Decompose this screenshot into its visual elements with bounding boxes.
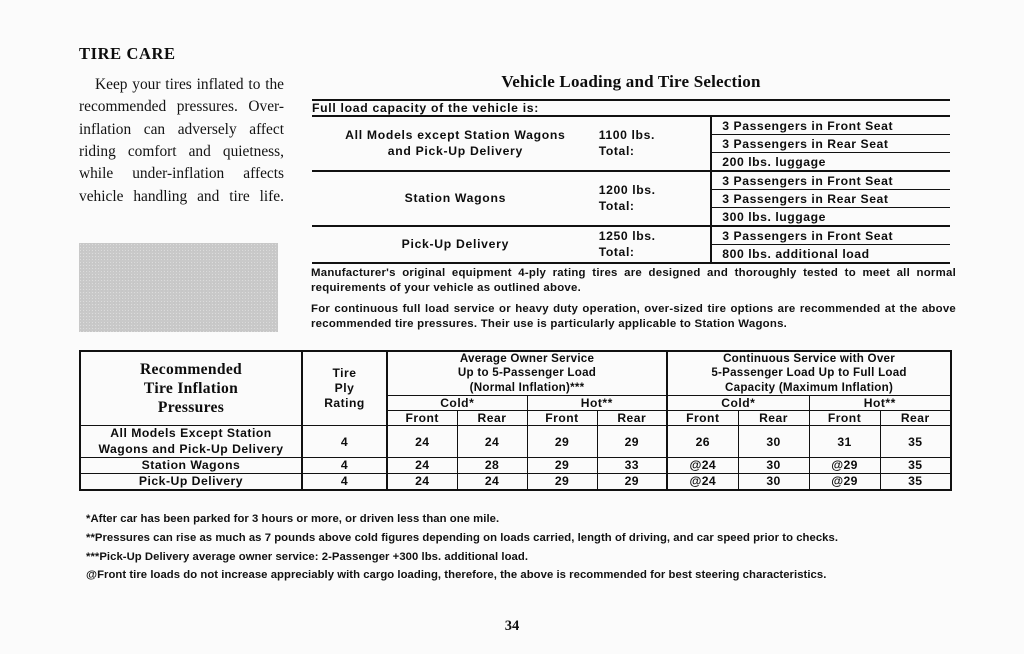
pressure-value: 30 — [738, 457, 809, 473]
pressure-value: 35 — [880, 473, 951, 490]
list-item: 3 Passengers in Rear Seat — [712, 134, 950, 152]
note-paragraph: Manufacturer's original equipment 4-ply rating tires are designed and thoroughly tested to meet all normal requirements of your vehicle as outlined above. — [311, 267, 956, 295]
pressure-value: 24 — [387, 473, 457, 490]
temp-header-hot-average: Hot** — [527, 396, 667, 411]
weight-cell — [599, 116, 712, 171]
row-label-cell — [80, 457, 302, 473]
list-item: 300 lbs. luggage — [712, 207, 950, 225]
row-label-line-2: Wagons and Pick-Up Delivery — [98, 441, 284, 456]
pressure-value: 33 — [597, 457, 667, 473]
weight-cell — [599, 226, 712, 263]
occupancy-spec-cell — [711, 116, 950, 171]
weight-value: 1100 lbs. — [598, 127, 655, 142]
ply-rating-header-cell — [302, 351, 387, 426]
pressure-value: @24 — [667, 457, 738, 473]
pressure-value: 29 — [597, 426, 667, 457]
capacity-header-row — [312, 100, 950, 116]
corner-title-line-3: Pressures — [157, 399, 225, 417]
total-label: Total: — [598, 244, 635, 259]
axle-header-front: Front — [527, 411, 597, 426]
group-header-continuous-service — [667, 351, 951, 396]
list-item: 800 lbs. additional load — [712, 244, 950, 262]
ply-line-3: Rating — [324, 396, 365, 411]
capacity-label: Full load capacity of the vehicle is: — [312, 100, 950, 116]
ply-line-2: Ply — [334, 381, 355, 396]
pressure-value: @29 — [809, 457, 880, 473]
temp-header-cold-average: Cold* — [387, 396, 527, 411]
group-header-average-owner-service — [387, 351, 667, 396]
model-line-1: Pick-Up Delivery — [401, 236, 510, 251]
axle-header-rear: Rear — [597, 411, 667, 426]
model-name-cell — [312, 171, 599, 226]
pressure-value: 30 — [738, 426, 809, 457]
pressure-value: 24 — [387, 457, 457, 473]
pressure-value: 35 — [880, 426, 951, 457]
axle-header-front: Front — [387, 411, 457, 426]
pressure-value: 28 — [457, 457, 527, 473]
pressure-header-row-1 — [80, 351, 951, 396]
group-line-2: 5-Passenger Load Up to Full Load — [711, 366, 907, 380]
ply-line-1: Tire — [332, 366, 357, 381]
row-label-line-1: Pick-Up Delivery — [138, 473, 244, 488]
ply-value: 4 — [302, 457, 387, 473]
row-label-cell — [80, 473, 302, 490]
occupancy-spec-cell — [711, 171, 950, 226]
axle-header-rear: Rear — [880, 411, 951, 426]
group-line-3: (Normal Inflation)*** — [469, 380, 585, 394]
row-label-cell — [80, 426, 302, 457]
ply-value: 4 — [302, 473, 387, 490]
pressure-value: 29 — [597, 473, 667, 490]
list-item: 3 Passengers in Rear Seat — [712, 189, 950, 207]
pressure-value: 24 — [457, 426, 527, 457]
pressure-value: @24 — [667, 473, 738, 490]
list-item: 200 lbs. luggage — [712, 152, 950, 170]
list-item: 3 Passengers in Front Seat — [722, 118, 894, 133]
group-line-3: Capacity (Maximum Inflation) — [725, 380, 894, 394]
model-line-1: Station Wagons — [404, 190, 507, 205]
pressure-value: 26 — [667, 426, 738, 457]
group-line-1: Continuous Service with Over — [723, 352, 895, 365]
pressure-value: 30 — [738, 473, 809, 490]
group-line-1: Average Owner Service — [459, 352, 595, 365]
total-label: Total: — [598, 143, 635, 158]
footnote-item: ***Pick-Up Delivery average owner service: 2-Passenger +300 lbs. additional load. — [86, 550, 529, 563]
weight-value: 1250 lbs. — [598, 228, 656, 243]
pressure-value: 31 — [809, 426, 880, 457]
table-row — [80, 426, 951, 457]
model-line-2: and Pick-Up Delivery — [387, 143, 523, 158]
axle-header-front: Front — [667, 411, 738, 426]
corner-title-line-1: Recommended — [139, 360, 243, 378]
tire-care-paragraph: Keep your tires inflated to the recommended pressures. Over-inflation can adversely affect riding comfort and quietness, while under-inflation affects vehicle handling and tire life. — [79, 76, 284, 205]
footnote-item: *After car has been parked for 3 hours or more, or driven less than one mile. — [86, 513, 500, 525]
temp-header-hot-continuous: Hot** — [809, 396, 951, 411]
pressure-value: 29 — [527, 457, 597, 473]
model-line-1: All Models except Station Wagons — [345, 127, 566, 142]
table-row — [312, 171, 950, 226]
loading-table-title: Vehicle Loading and Tire Selection — [501, 72, 761, 91]
page-number: 34 — [504, 618, 520, 634]
list-item: 3 Passengers in Front Seat — [722, 228, 894, 243]
pressure-value: 29 — [527, 426, 597, 457]
page-title: TIRE CARE — [79, 44, 176, 63]
list-item: 3 Passengers in Front Seat — [722, 173, 894, 188]
table-row — [80, 473, 951, 490]
total-label: Total: — [598, 198, 635, 213]
ply-value: 4 — [302, 426, 387, 457]
note-paragraph: For continuous full load service or heavy duty operation, over-sized tire options are recommended at the above recommended tire pressures. Their use is particularly applicable to Station Wagons. — [311, 303, 956, 331]
pressure-value: 35 — [880, 457, 951, 473]
tire-inflation-pressure-table — [79, 350, 952, 491]
corner-title-line-2: Tire Inflation — [143, 380, 239, 398]
weight-cell — [599, 171, 712, 226]
row-label-line-1: All Models Except Station — [110, 426, 272, 441]
occupancy-spec-cell — [711, 226, 950, 263]
axle-header-rear: Rear — [738, 411, 809, 426]
pressure-value: @29 — [809, 473, 880, 490]
pressure-value: 29 — [527, 473, 597, 490]
weight-value: 1200 lbs. — [598, 182, 656, 197]
pressure-value: 24 — [457, 473, 527, 490]
corner-title-cell — [80, 351, 302, 426]
model-name-cell — [312, 226, 599, 263]
footnote-item: @Front tire loads do not increase appreciably with cargo loading, therefore, the above is recommended for best steering characteristics. — [86, 569, 827, 582]
footnotes-block — [86, 512, 958, 583]
model-name-cell — [312, 116, 599, 171]
table-row — [312, 226, 950, 263]
tire-care-section — [79, 44, 284, 208]
vehicle-loading-table — [312, 99, 950, 264]
table-row — [80, 457, 951, 473]
row-label-line-1: Station Wagons — [141, 457, 241, 472]
pressure-value: 24 — [387, 426, 457, 457]
group-line-2: Up to 5-Passenger Load — [457, 366, 597, 380]
loading-table-notes — [311, 266, 956, 333]
footnote-item: **Pressures can rise as much as 7 pounds above cold figures depending on loads carried, length of driving, and car speed prior to checks. — [86, 531, 839, 544]
tire-photo-image — [79, 243, 278, 332]
axle-header-rear: Rear — [457, 411, 527, 426]
axle-header-front: Front — [809, 411, 880, 426]
temp-header-cold-continuous: Cold* — [667, 396, 809, 411]
table-row — [312, 116, 950, 171]
